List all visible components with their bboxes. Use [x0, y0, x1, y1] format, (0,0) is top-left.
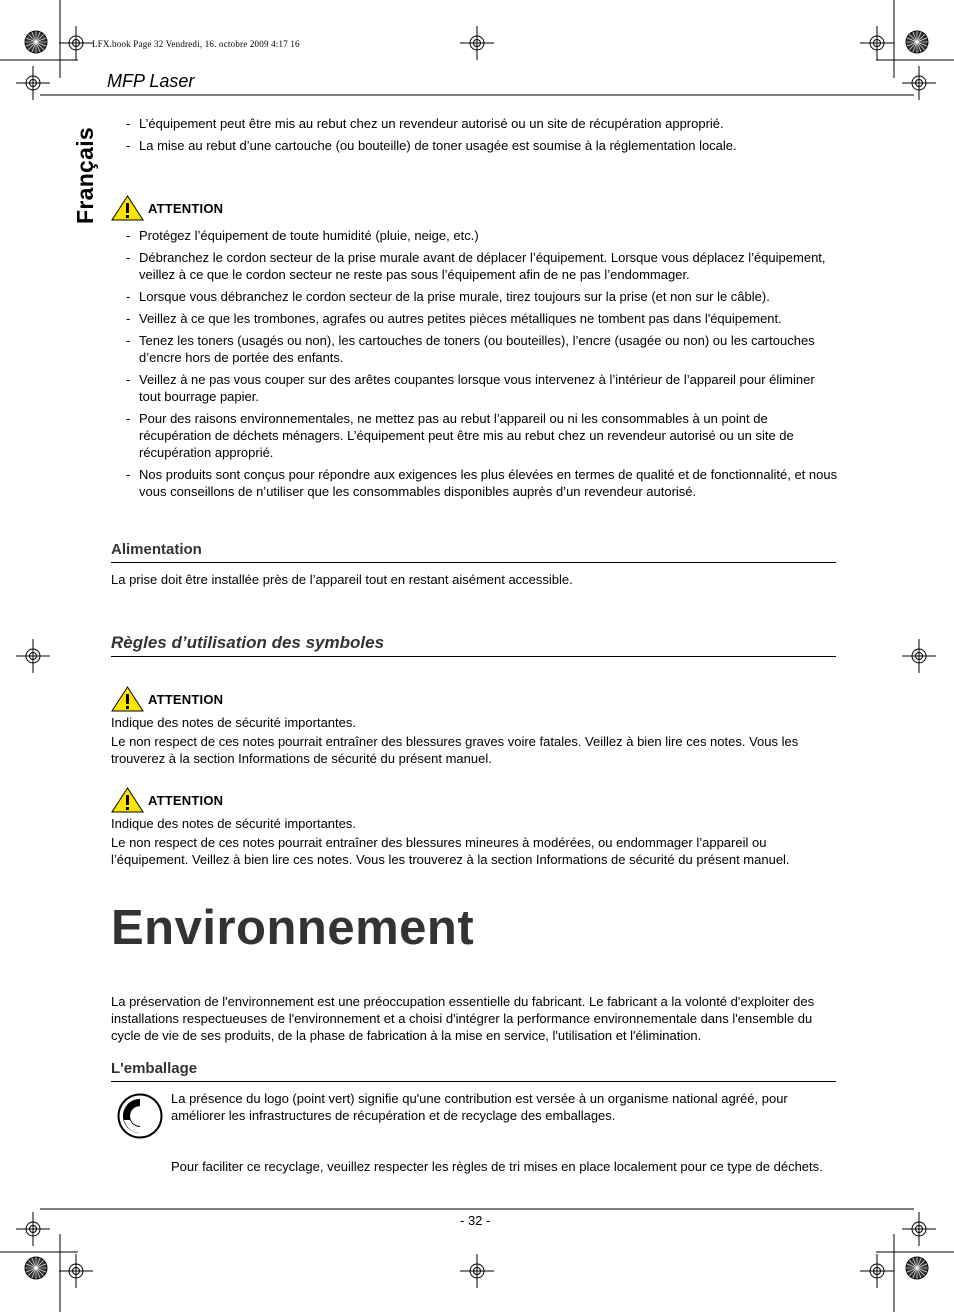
- page-number: - 32 -: [460, 1213, 491, 1228]
- environment-heading: Environnement: [111, 901, 475, 955]
- print-info: LFX.book Page 32 Vendredi, 16. octobre 2009 4:17 16: [92, 39, 300, 49]
- attention-header: [111, 195, 223, 221]
- attention-header: [111, 686, 223, 712]
- attention-header: [111, 787, 223, 813]
- symbol-note-line: Indique des notes de sécurité importantes.: [111, 816, 356, 831]
- attention-label: ATTENTION: [148, 691, 224, 707]
- side-language-tab: [38, 120, 98, 230]
- packaging-text-2: Pour faciliter ce recyclage, veuillez respecter les règles de tri mises en place localement pour ce type de déchets.: [171, 1159, 823, 1174]
- list-item: - Pour des raisons environnementales, ne mettez pas au rebut l’appareil ou ni les consommables à un point de récupération de déchets ménagers. L’équipement peut être mis au rebut chez un revendeur autorisé ou un site de récupération approprié.: [126, 410, 838, 461]
- section-rule: [111, 562, 836, 563]
- alimentation-text: La prise doit être installée près de l’appareil tout en restant aisément accessible.: [111, 572, 573, 587]
- packaging-title: L'emballage: [111, 1060, 198, 1077]
- list-item: - Veillez à ne pas vous couper sur des arêtes coupantes lorsque vous intervenez à l’intérieur de l’appareil pour éliminer tout bourrage papier.: [126, 371, 838, 405]
- list-item: - Débranchez le cordon secteur de la prise murale avant de déplacer l’équipement. Lorsque vous déplacez l’équipement, veillez à ce que le cordon secteur ne reste pas sous l’équipement afin de ne pas l’endommager.: [126, 249, 838, 283]
- attention-label: ATTENTION: [148, 200, 224, 216]
- symbols-title: Règles d’utilisation des symboles: [111, 633, 385, 652]
- symbol-note-text: Le non respect de ces notes pourrait entraîner des blessures mineures à modérées, ou endommager l’appareil ou l’équipement. Veillez à bien lire ces notes. Vous les trouverez à la section Informations de sécurité du présent manuel.: [111, 835, 790, 867]
- section-rule: [111, 656, 836, 657]
- green-dot-logo-icon: [117, 1093, 163, 1139]
- section-rule: [111, 1081, 836, 1082]
- intro-list: [126, 115, 838, 154]
- list-item: - Protégez l’équipement de toute humidité (pluie, neige, etc.): [126, 227, 838, 244]
- environment-intro: La préservation de l'environnement est une préoccupation essentielle du fabricant. Le fabricant a la volonté d'exploiter des installations respectueuses de l'environnement et a choisi d'intégrer la performance environnementale dans l'ensemble du cycle de vie de ses produits, de la phase de fabrication à la mise en service, l'utilisation et l'élimination.: [111, 994, 815, 1043]
- list-item: - La mise au rebut d’une cartouche (ou bouteille) de toner usagée est soumise à la réglementation locale.: [126, 137, 838, 154]
- list-item: - Veillez à ce que les trombones, agrafes ou autres petites pièces métalliques ne tombent pas dans l'équipement.: [126, 310, 838, 327]
- warning-triangle-icon: [111, 195, 144, 221]
- list-item: - Lorsque vous débranchez le cordon secteur de la prise murale, tirez toujours sur la prise (et non sur le câble).: [126, 288, 838, 305]
- side-language-label: Français: [72, 126, 98, 224]
- attention-list: [126, 227, 838, 500]
- list-item: - L’équipement peut être mis au rebut chez un revendeur autorisé ou un site de récupération approprié.: [126, 115, 838, 132]
- attention-label: ATTENTION: [148, 792, 224, 808]
- list-item: - Tenez les toners (usagés ou non), les cartouches de toners (ou bouteilles), l’encre (usagée ou non) ou les cartouches d’encre hors de portée des enfants.: [126, 332, 838, 366]
- list-item: - Nos produits sont conçus pour répondre aux exigences les plus élevées en termes de qualité et de fonctionnalité, et nous vous conseillons de n’utiliser que les consommables disponibles auprès d’un revendeur autorisé.: [126, 466, 838, 500]
- alimentation-title: Alimentation: [111, 541, 202, 558]
- warning-triangle-icon: [111, 787, 144, 813]
- header-title: MFP Laser: [107, 71, 195, 91]
- packaging-text: La présence du logo (point vert) signifie qu'une contribution est versée à un organisme national agréé, pour améliorer les infrastructures de récupération et de recyclage des emballages.: [171, 1091, 788, 1123]
- symbol-note-text: Le non respect de ces notes pourrait entraîner des blessures graves voire fatales. Veillez à bien lire ces notes. Vous les trouverez à la section Informations de sécurité du présent manuel.: [111, 734, 799, 766]
- symbol-note-line: Indique des notes de sécurité importantes.: [111, 715, 356, 730]
- warning-triangle-icon: [111, 686, 144, 712]
